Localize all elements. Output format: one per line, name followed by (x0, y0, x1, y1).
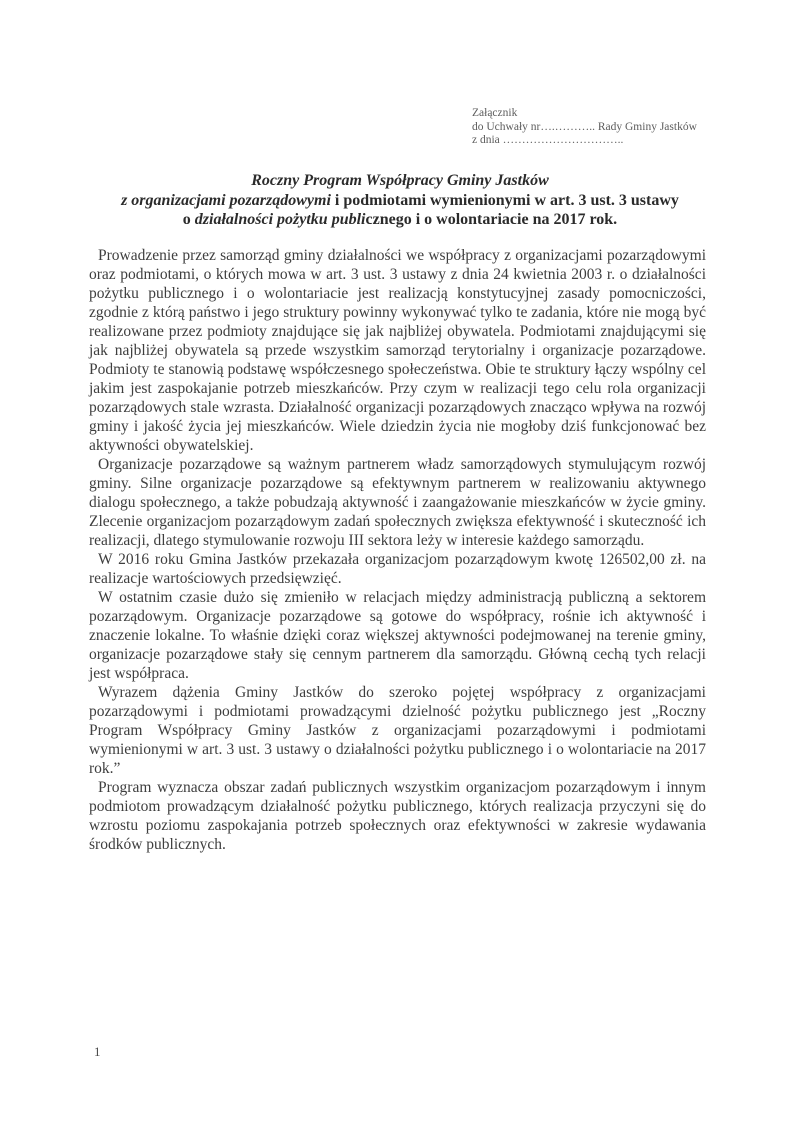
title-italic-segment: z organizacjami pozarządowymi (121, 191, 331, 209)
title-regular-segment: i podmiotami wymienionymi w art. 3 ust. 3 ustawy (334, 191, 679, 209)
paragraph: W 2016 roku Gmina Jastków przekazała organizacjom pozarządowym kwotę 126502,00 zł. na realizacje wartościowych przedsięwzięć. (89, 551, 706, 587)
attachment-note (472, 107, 697, 148)
paragraph: Prowadzenie przez samorząd gminy działalności we współpracy z organizacjami pozarządowymi oraz podmiotami, o których mowa w art. 3 ust. 3 ustawy z dnia 24 kwietnia 2003 r. o działalności pożytku publicznego i o wolontariacie jest realizacją konstytucyjnej zasady pomocniczości, zgodnie z którą państwo i jego struktury powinny wykonywać tylko te zadania, które nie mogą być realizowane przez podmioty znajdujące się jak najbliżej obywatela. Podmiotami znajdującymi się jak najbliżej obywatela są przede wszystkim samorząd terytorialny i organizacje pozarządowe. Podmioty te stanowią podstawę współczesnego społeczeństwa. Obie te struktury łączy wspólny cel jakim jest zaspokajanie potrzeb mieszkańców. Przy czym w realizacji tego celu rola organizacji pozarządowych stale wzrasta. Działalność organizacji pozarządowych znacząco wpływa na rozwój gminy i jakość życia jej mieszkańców. Wiele dziedzin życia nie mogłoby dziś funkcjonować bez aktywności obywatelskiej. (89, 247, 706, 454)
document-title (0, 171, 800, 230)
document-title-line-2 (0, 191, 800, 211)
document-title-line-3 (0, 210, 800, 230)
paragraph: Wyrazem dążenia Gminy Jastków do szeroko pojętej współpracy z organizacjami pozarządowymi i podmiotami prowadzącymi dzielność pożytku publicznego jest „Roczny Program Współpracy Gminy Jastków z organizacjami pozarządowymi i podmiotami wymienionymi w art. 3 ust. 3 ustawy o działalności pożytku publicznego i o wolontariacie na 2017 rok.” (89, 684, 706, 777)
paragraph: W ostatnim czasie dużo się zmieniło w relacjach między administracją publiczną a sektorem pozarządowym. Organizacje pozarządowe są gotowe do współpracy, rośnie ich aktywność i znaczenie lokalne. To właśnie dzięki coraz większej aktywności podejmowanej na terenie gminy, organizacje pozarządowe stały się cennym partnerem dla samorządu. Główną cechą tych relacji jest współpraca. (89, 589, 706, 682)
title-italic-segment: Roczny Program Współpracy Gminy Jastków (251, 172, 549, 189)
paragraph: Program wyznacza obszar zadań publicznych wszystkim organizacjom pozarządowym i innym podmiotom prowadzącym działalność pożytku publicznego, których realizacja przyczyni się do wzrostu poziomu zaspokajania potrzeb społecznych oraz efektywności w zakresie wydawania środków publicznych. (89, 779, 706, 853)
paragraph: Organizacje pozarządowe są ważnym partnerem władz samorządowych stymulującym rozwój gminy. Silne organizacje pozarządowe są efektywnym partnerem w realizowaniu aktywnego dialogu społecznego, a także pobudzają aktywność i zaangażowanie mieszkańców w życie gminy. Zlecenie organizacjom pozarządowym zadań społecznych zwiększa efektywność i skuteczność ich realizacji, dlatego stymulowanie rozwoju III sektora leży w interesie każdego samorządu. (89, 456, 706, 549)
title-italic-segment: działalności pożytku publi (194, 211, 366, 228)
attachment-note-line: do Uchwały nr….……….. Rady Gminy Jastków (472, 120, 697, 133)
document-body (89, 246, 706, 854)
document-title-line-1 (0, 171, 800, 191)
attachment-note-line: Załącznik (472, 107, 518, 119)
attachment-note-line: z dnia ………………………….. (472, 134, 624, 146)
title-regular-segment: o (182, 211, 191, 228)
page-number: 1 (94, 1044, 101, 1059)
title-regular-segment: cznego i o wolontariacie na 2017 rok. (365, 211, 618, 228)
